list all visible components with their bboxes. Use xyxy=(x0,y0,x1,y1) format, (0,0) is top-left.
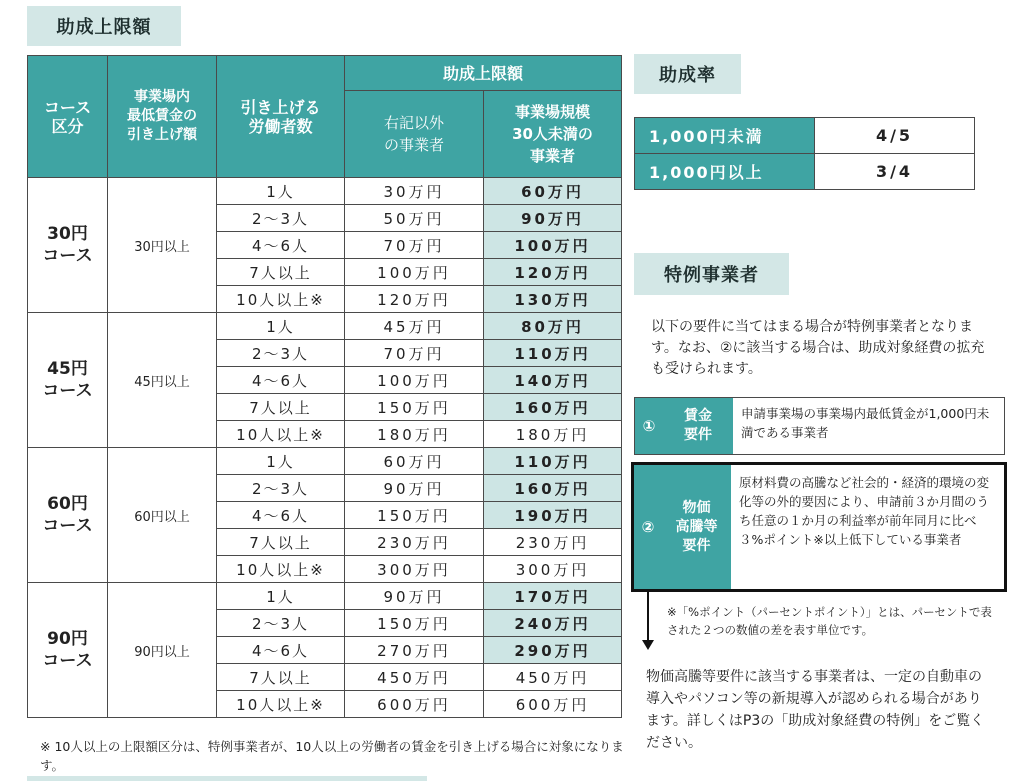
min-wage-raise: 45円以上 xyxy=(108,313,217,448)
amount-other: 230万円 xyxy=(345,529,484,556)
amount-small: 160万円 xyxy=(484,394,622,421)
rate-value: 4/5 xyxy=(815,118,975,154)
amount-small: 60万円 xyxy=(484,178,622,205)
header-limit-group: 助成上限額 xyxy=(345,56,622,91)
header-min-wage-raise: 事業場内 最低賃金の 引き上げ額 xyxy=(108,56,217,178)
requirement-label xyxy=(634,465,731,589)
bottom-divider xyxy=(27,776,427,781)
table-footnote: ※ 10人以上の上限額区分は、特例事業者が、10人以上の労働者の賃金を引き上げる場合に対象になります。 xyxy=(40,739,624,773)
amount-small: 110万円 xyxy=(484,340,622,367)
worker-count: 10人以上※ xyxy=(217,286,345,313)
amount-other: 270万円 xyxy=(345,637,484,664)
arrow-down-icon xyxy=(642,640,654,650)
amount-other: 180万円 xyxy=(345,421,484,448)
rate-value: 3/4 xyxy=(815,154,975,190)
course-name: 30円 コース xyxy=(28,178,108,313)
worker-count: 2～3人 xyxy=(217,610,345,637)
worker-count: 1人 xyxy=(217,178,345,205)
min-wage-raise: 30円以上 xyxy=(108,178,217,313)
header-course: コース 区分 xyxy=(28,56,108,178)
header-other-businesses: 右記以外 の事業者 xyxy=(345,91,484,178)
special-section-title: 特例事業者 xyxy=(634,253,789,295)
amount-other: 70万円 xyxy=(345,340,484,367)
min-wage-raise: 60円以上 xyxy=(108,448,217,583)
worker-count: 4～6人 xyxy=(217,232,345,259)
amount-small: 170万円 xyxy=(484,583,622,610)
requirement-price xyxy=(631,462,1007,592)
amount-small: 600万円 xyxy=(484,691,622,718)
header-workers: 引き上げる 労働者数 xyxy=(217,56,345,178)
amount-small: 100万円 xyxy=(484,232,622,259)
worker-count: 2～3人 xyxy=(217,205,345,232)
worker-count: 4～6人 xyxy=(217,367,345,394)
table-row xyxy=(28,313,622,340)
special-intro: 以下の要件に当てはまる場合が特例事業者となります。なお、②に該当する場合は、助成対象経費の拡充も受けられます。 xyxy=(651,319,985,377)
table-row xyxy=(28,178,622,205)
course-name: 60円 コース xyxy=(28,448,108,583)
min-wage-raise: 90円以上 xyxy=(108,583,217,718)
amount-small: 240万円 xyxy=(484,610,622,637)
amount-other: 60万円 xyxy=(345,448,484,475)
worker-count: 7人以上 xyxy=(217,394,345,421)
worker-count: 2～3人 xyxy=(217,340,345,367)
requirement-text: 申請事業場の事業場内最低賃金が1,000円未満である事業者 xyxy=(741,406,990,440)
amount-small: 290万円 xyxy=(484,637,622,664)
requirement-title: 物価 高騰等 要件 xyxy=(675,499,718,554)
worker-count: 10人以上※ xyxy=(217,556,345,583)
requirement-number: ② xyxy=(641,517,655,536)
amount-other: 100万円 xyxy=(345,367,484,394)
requirement-title: 賃金 要件 xyxy=(684,408,712,443)
worker-count: 7人以上 xyxy=(217,664,345,691)
worker-count: 1人 xyxy=(217,448,345,475)
rate-label: 1,000円未満 xyxy=(635,118,815,154)
amount-small: 190万円 xyxy=(484,502,622,529)
amount-small: 180万円 xyxy=(484,421,622,448)
requirement-wage xyxy=(634,397,1005,455)
amount-small: 300万円 xyxy=(484,556,622,583)
amount-other: 70万円 xyxy=(345,232,484,259)
amount-small: 110万円 xyxy=(484,448,622,475)
amount-other: 450万円 xyxy=(345,664,484,691)
worker-count: 7人以上 xyxy=(217,529,345,556)
amount-other: 30万円 xyxy=(345,178,484,205)
amount-small: 450万円 xyxy=(484,664,622,691)
rate-section-title: 助成率 xyxy=(634,54,741,94)
amount-other: 300万円 xyxy=(345,556,484,583)
amount-other: 150万円 xyxy=(345,610,484,637)
course-name: 45円 コース xyxy=(28,313,108,448)
header-small-businesses: 事業場規模 30人未満の 事業者 xyxy=(484,91,622,178)
course-name: 90円 コース xyxy=(28,583,108,718)
amount-other: 120万円 xyxy=(345,286,484,313)
worker-count: 1人 xyxy=(217,313,345,340)
percent-point-note: ※「%ポイント（パーセントポイント）」とは、パーセントで表された２つの数値の差を表す単位です。 xyxy=(667,605,992,637)
worker-count: 10人以上※ xyxy=(217,691,345,718)
table-row xyxy=(28,583,622,610)
amount-small: 80万円 xyxy=(484,313,622,340)
amount-other: 90万円 xyxy=(345,583,484,610)
requirement-number: ① xyxy=(642,416,656,435)
rate-row xyxy=(635,118,975,154)
amount-small: 130万円 xyxy=(484,286,622,313)
special-outro: 物価高騰等要件に該当する事業者は、一定の自動車の導入やパソコン等の新規導入が認められる場合があります。詳しくはP3の「助成対象経費の特例」をご覧ください。 xyxy=(646,669,985,751)
amount-other: 600万円 xyxy=(345,691,484,718)
requirement-text: 原材料費の高騰など社会的・経済的環境の変化等の外的要因により、申請前３か月間のうち任意の１か月の利益率が前年同月に比べ３%ポイント※以上低下している事業者 xyxy=(739,475,990,547)
rate-table xyxy=(634,117,975,190)
worker-count: 10人以上※ xyxy=(217,421,345,448)
amount-small: 230万円 xyxy=(484,529,622,556)
rate-row xyxy=(635,154,975,190)
amount-other: 90万円 xyxy=(345,475,484,502)
limit-table xyxy=(27,55,622,718)
worker-count: 1人 xyxy=(217,583,345,610)
amount-small: 120万円 xyxy=(484,259,622,286)
arrow-shaft xyxy=(647,591,649,643)
amount-other: 50万円 xyxy=(345,205,484,232)
worker-count: 7人以上 xyxy=(217,259,345,286)
worker-count: 4～6人 xyxy=(217,637,345,664)
amount-small: 140万円 xyxy=(484,367,622,394)
amount-small: 90万円 xyxy=(484,205,622,232)
table-row xyxy=(28,448,622,475)
amount-other: 150万円 xyxy=(345,502,484,529)
rate-label: 1,000円以上 xyxy=(635,154,815,190)
worker-count: 2～3人 xyxy=(217,475,345,502)
limit-section-title: 助成上限額 xyxy=(27,6,181,46)
requirement-label xyxy=(635,398,733,454)
amount-other: 100万円 xyxy=(345,259,484,286)
amount-other: 150万円 xyxy=(345,394,484,421)
amount-other: 45万円 xyxy=(345,313,484,340)
amount-small: 160万円 xyxy=(484,475,622,502)
worker-count: 4～6人 xyxy=(217,502,345,529)
